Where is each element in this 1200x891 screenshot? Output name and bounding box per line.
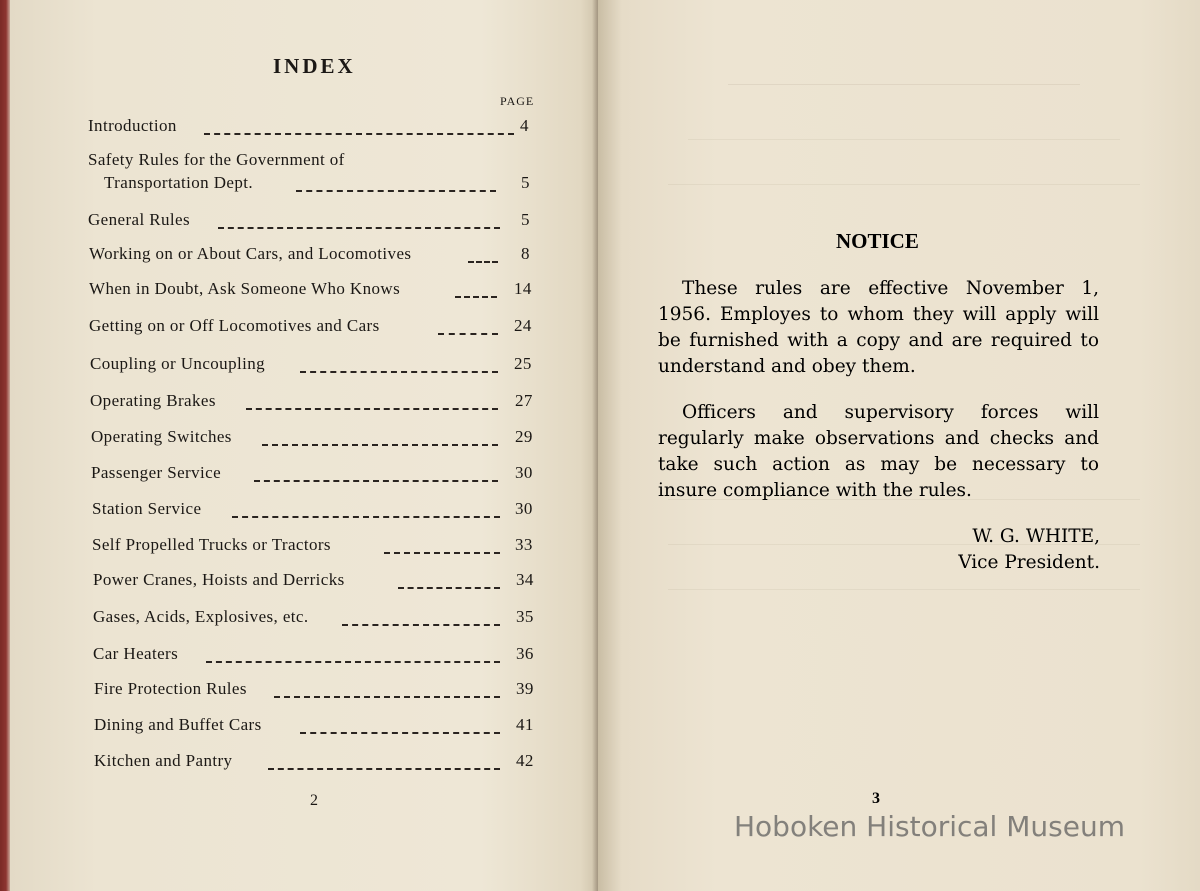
entry-label: Gases, Acids, Explosives, etc. [93,607,309,626]
dot-leader [398,585,500,589]
notice-paragraph-2: Officers and supervisory forces will regularly make observations and checks and take such action as may be necessary to insure compliance with the rules. [658,402,1099,501]
notice-paragraph-1: These rules are effective November 1, 1956. Employes to whom they will apply will be furnished with a copy and are required to understand and obey them. [658,278,1099,377]
dot-leader [204,131,514,135]
index-entry-power-cranes [10,570,598,594]
entry-label: Operating Brakes [90,391,216,410]
dot-leader [262,442,498,446]
entry-page: 5 [521,173,530,192]
dot-leader [296,188,496,192]
entry-label: Car Heaters [93,644,179,663]
entry-label: Dining and Buffet Cars [94,715,262,734]
entry-label-continued: Transportation Dept. [104,173,254,192]
entry-label: Working on or About Cars, and Locomotives [89,244,412,263]
index-entry-fire-protection [10,679,598,703]
entry-page: 42 [516,751,534,770]
entry-page: 41 [516,715,534,734]
index-entry-safety-rules-cont [10,173,598,197]
dot-leader [468,259,498,263]
dot-leader [232,514,500,518]
entry-label: Operating Switches [91,427,232,446]
page-column-header: PAGE [500,94,535,108]
entry-page: 35 [516,607,534,626]
signature-name: W. G. WHITE, [972,526,1100,547]
entry-page: 4 [520,116,529,135]
left-page [10,0,598,891]
index-entry-car-heaters [10,644,598,668]
right-page-number: 3 [872,790,880,807]
entry-page: 5 [521,210,530,229]
entry-page: 29 [515,427,533,446]
entry-page: 25 [514,354,532,373]
entry-label: When in Doubt, Ask Someone Who Knows [89,279,401,298]
index-entry-self-propelled [10,535,598,559]
entry-page: 30 [515,463,533,482]
index-title: INDEX [273,54,356,78]
signature-title: Vice President. [958,552,1100,573]
index-entry-working-on-cars [10,244,598,268]
index-entry-safety-rules [10,150,598,174]
index-entry-gases-acids [10,607,598,631]
index-entry-introduction [10,116,598,140]
index-entry-general-rules [10,210,598,234]
dot-leader [274,694,500,698]
entry-label: Safety Rules for the Government of [88,150,345,169]
index-entry-getting-on-off [10,316,598,340]
entry-page: 36 [516,644,534,663]
entry-label: Passenger Service [91,463,222,482]
index-entry-passenger-service [10,463,598,487]
entry-label: Kitchen and Pantry [94,751,233,770]
dot-leader [206,659,500,663]
entry-page: 8 [521,244,530,263]
dot-leader [342,622,500,626]
entry-label: Station Service [92,499,202,518]
entry-label: Power Cranes, Hoists and Derricks [93,570,345,589]
entry-page: 24 [514,316,532,335]
entry-label: Fire Protection Rules [94,679,247,698]
index-entry-coupling [10,354,598,378]
entry-label: Self Propelled Trucks or Tractors [92,535,331,554]
museum-watermark: Hoboken Historical Museum [734,810,1125,843]
entry-label: Getting on or Off Locomotives and Cars [89,316,380,335]
entry-page: 30 [515,499,533,518]
dot-leader [300,369,498,373]
index-entry-operating-switches [10,427,598,451]
index-entry-station-service [10,499,598,523]
dot-leader [246,406,498,410]
dot-leader [254,478,498,482]
dot-leader [384,550,500,554]
index-entry-dining-buffet [10,715,598,739]
dot-leader [438,331,498,335]
entry-page: 39 [516,679,534,698]
entry-label: Introduction [88,116,177,135]
entry-page: 27 [515,391,533,410]
entry-page: 34 [516,570,534,589]
entry-label: General Rules [88,210,190,229]
index-entry-when-in-doubt [10,279,598,303]
entry-page: 14 [514,279,532,298]
dot-leader [300,730,500,734]
index-entry-operating-brakes [10,391,598,415]
dot-leader [218,225,500,229]
left-page-number: 2 [310,792,318,809]
notice-title: NOTICE [836,229,919,253]
entry-page: 33 [515,535,533,554]
dot-leader [455,294,497,298]
dot-leader [268,766,500,770]
entry-label: Coupling or Uncoupling [90,354,266,373]
index-entry-kitchen-pantry [10,751,598,775]
